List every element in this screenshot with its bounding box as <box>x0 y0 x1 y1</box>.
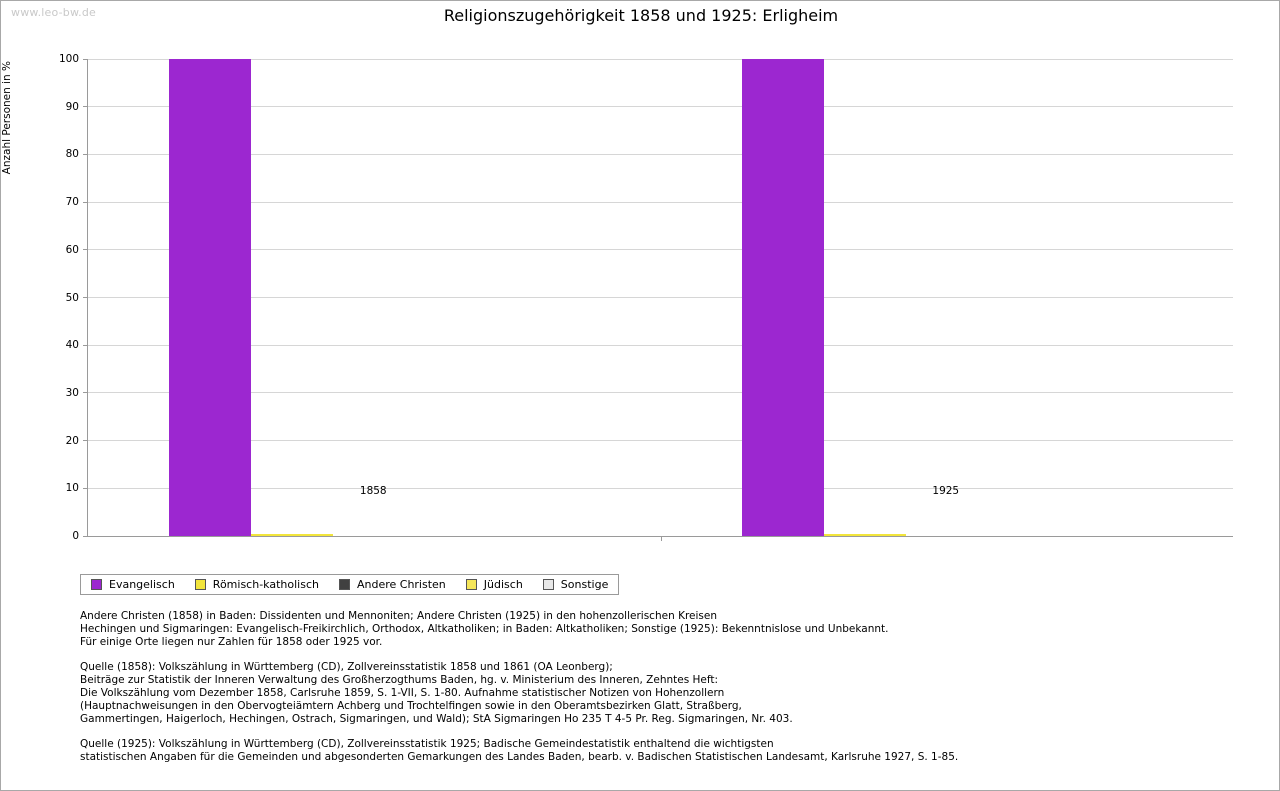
legend-swatch-icon <box>543 579 554 590</box>
y-tick-label: 0 <box>72 530 79 542</box>
y-tick-mark <box>83 392 88 393</box>
y-tick-mark <box>83 202 88 203</box>
bar-1925-r-misch-katholisch <box>824 534 906 536</box>
y-tick-label: 10 <box>65 482 79 495</box>
gridline <box>88 297 1233 298</box>
legend-label: Jüdisch <box>483 578 523 591</box>
gridline <box>88 440 1233 441</box>
gridline <box>88 202 1233 203</box>
y-tick-mark <box>83 249 88 250</box>
note-line: Für einige Orte liegen nur Zahlen für 1858 oder 1925 vor. <box>80 636 383 649</box>
y-tick-label: 20 <box>65 434 79 447</box>
y-tick-mark <box>83 345 88 346</box>
gridline <box>88 345 1233 346</box>
y-tick-label: 30 <box>65 386 79 399</box>
y-tick-mark <box>83 536 88 537</box>
legend-item-evangelisch[interactable] <box>91 578 175 591</box>
legend-item-j-disch[interactable] <box>466 578 523 591</box>
note-line: Andere Christen (1858) in Baden: Dissidenten und Mennoniten; Andere Christen (1925) in den hohenzollerischen Kreisen <box>80 610 717 622</box>
y-tick-mark <box>83 440 88 441</box>
gridline <box>88 249 1233 250</box>
legend-swatch-icon <box>91 579 102 590</box>
note-line: statistischen Angaben für die Gemeinden und abgesonderten Gemarkungen des Landes Baden, bearb. v. Badischen Statistischen Landesamt, Karlsruhe 1927, S. 1-85. <box>80 750 959 763</box>
y-tick-mark <box>83 59 88 60</box>
legend-swatch-icon <box>339 579 350 590</box>
note-block <box>80 661 1230 727</box>
y-axis-label: Anzahl Personen in % <box>1 61 13 175</box>
y-tick-mark <box>83 106 88 107</box>
y-tick-label: 90 <box>65 100 79 113</box>
note-block <box>80 610 1230 650</box>
y-tick-label: 60 <box>65 243 79 256</box>
y-tick-label: 50 <box>65 291 79 304</box>
gridline <box>88 154 1233 155</box>
note-line: (Hauptnachweisungen in den Obervogteiämtern Achberg und Trochtelfingen sowie in den Oberamtsbezirken Glatt, Straßberg, <box>80 700 742 713</box>
legend-label: Römisch-katholisch <box>212 578 319 591</box>
plot-area <box>58 53 1233 542</box>
y-tick-label: 80 <box>65 148 79 161</box>
note-line: Beiträge zur Statistik der Inneren Verwaltung des Großherzogthums Baden, hg. v. Ministerium des Inneren, Zehntes Heft: <box>80 673 719 686</box>
y-tick-label: 40 <box>65 339 79 352</box>
chart-legend <box>80 574 619 595</box>
chart-title: Religionszugehörigkeit 1858 und 1925: Erligheim <box>443 6 839 25</box>
gridline <box>88 106 1233 107</box>
legend-swatch-icon <box>195 579 206 590</box>
y-tick-label: 70 <box>65 196 79 209</box>
note-line: Die Volkszählung vom Dezember 1858, Carlsruhe 1859, S. 1-VII, S. 1-80. Aufnahme statistischer Notizen von Hohenzollern <box>80 687 725 700</box>
legend-item-sonstige[interactable] <box>543 578 609 591</box>
y-tick-mark <box>83 154 88 155</box>
legend-label: Sonstige <box>560 578 609 591</box>
legend-label: Andere Christen <box>356 578 446 591</box>
bar-1858-evangelisch <box>169 59 251 536</box>
note-line: Quelle (1858): Volkszählung in Württemberg (CD), Zollvereinsstatistik 1858 und 1861 (OA Leonberg); <box>80 660 613 673</box>
x-tick-label: 1925 <box>932 485 960 497</box>
legend-label: Evangelisch <box>109 578 175 591</box>
gridline <box>88 488 1233 489</box>
watermark: www.leo-bw.de <box>11 6 97 19</box>
x-axis-separator <box>661 536 662 541</box>
note-line: Gammertingen, Haigerloch, Hechingen, Ostrach, Sigmaringen, und Wald); StA Sigmaringen Ho 235 T 4-5 Pr. Reg. Sigmaringen, Nr. 403. <box>80 713 793 726</box>
chart-notes <box>80 610 1230 775</box>
note-line: Hechingen und Sigmaringen: Evangelisch-Freikirchlich, Orthodox, Altkatholiken; in Baden: Altkatholiken; Sonstige (1925): Bekenntnislose und Unbekannt. <box>80 623 889 636</box>
gridline <box>88 59 1233 60</box>
x-tick-label: 1858 <box>359 485 387 497</box>
bar-1858-r-misch-katholisch <box>251 534 333 536</box>
y-tick-mark <box>83 488 88 489</box>
y-tick-label: 100 <box>58 53 79 65</box>
legend-item-r-misch-katholisch[interactable] <box>195 578 319 591</box>
note-block <box>80 738 1230 764</box>
gridline <box>88 392 1233 393</box>
bar-1925-evangelisch <box>742 59 824 536</box>
note-line: Quelle (1925): Volkszählung in Württemberg (CD), Zollvereinsstatistik 1925; Badische Gemeindestatistik enthaltend die wichtigsten <box>80 737 774 750</box>
legend-item-andere-christen[interactable] <box>339 578 446 591</box>
legend-swatch-icon <box>466 579 477 590</box>
y-tick-mark <box>83 297 88 298</box>
